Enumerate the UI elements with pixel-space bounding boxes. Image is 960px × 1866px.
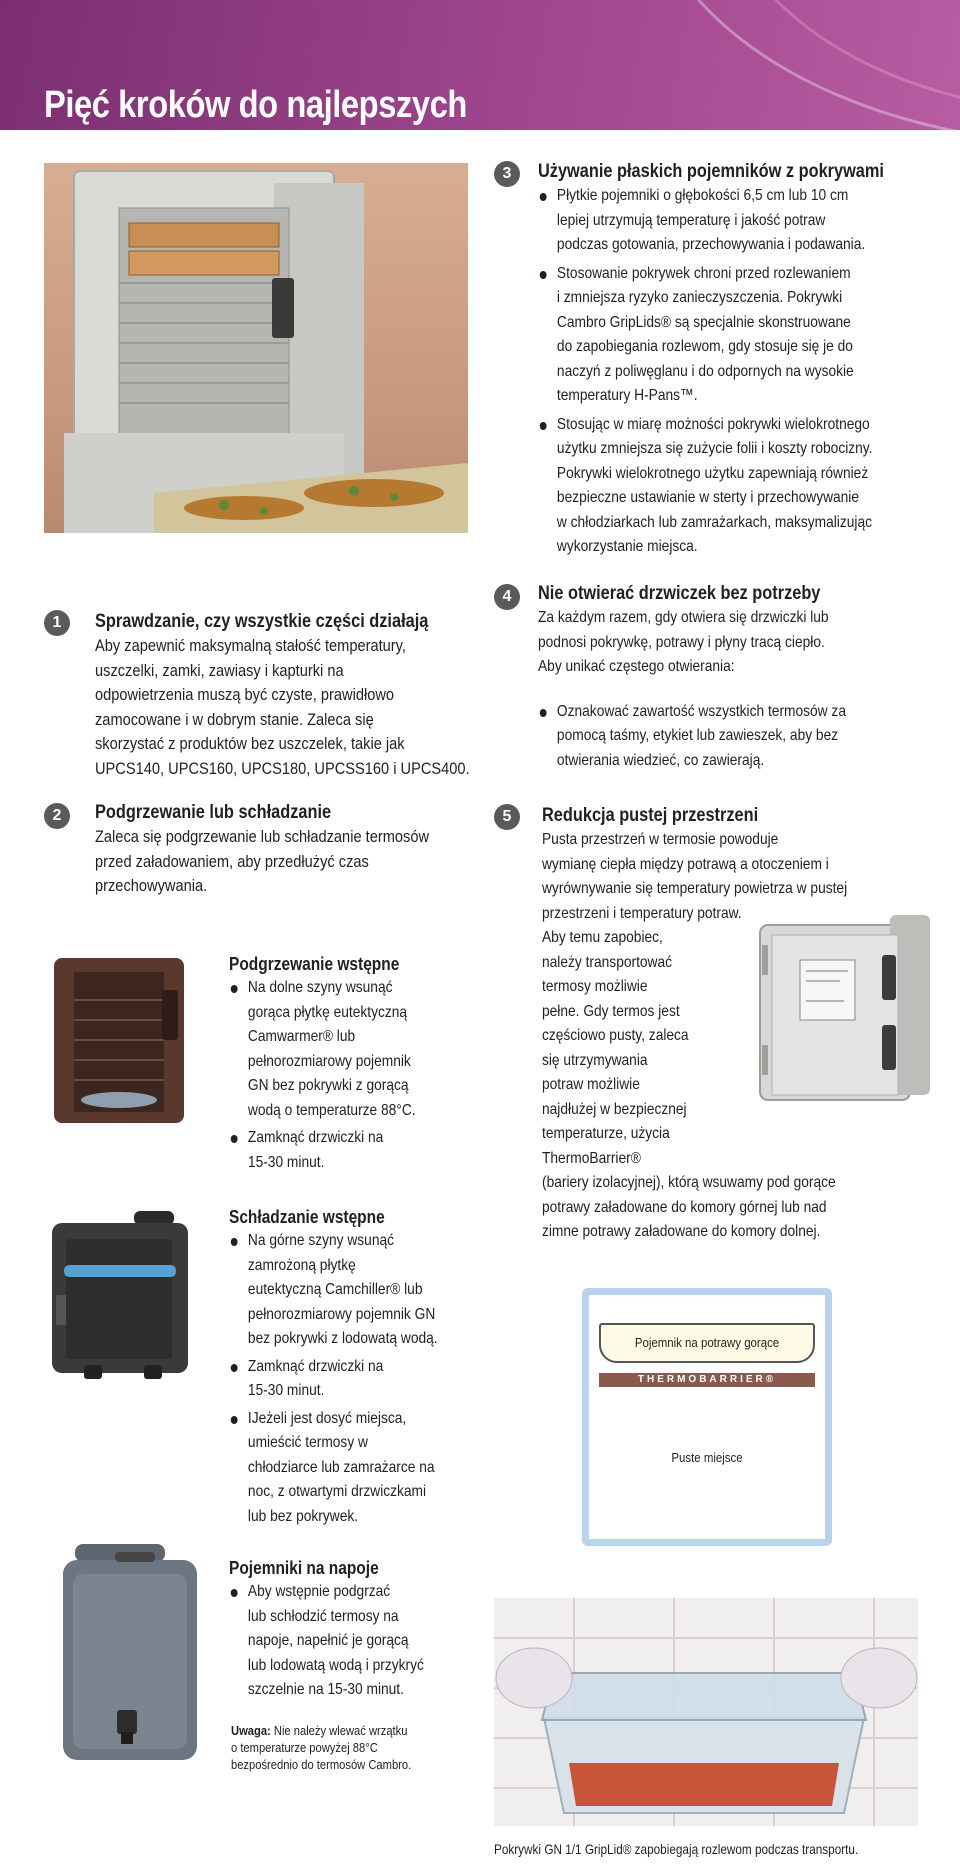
bullet-item [538, 184, 934, 258]
text-line: 15-30 minut. [247, 1382, 325, 1399]
text-line: podnosi pokrywkę, potrawy i płyny tracą ciepło. [538, 633, 825, 651]
text-line: lub bez pokrywek. [247, 1507, 359, 1525]
text-line: potraw możliwie [542, 1076, 640, 1093]
empty-space-label: Puste miejsce [671, 1450, 743, 1465]
note-label: Uwaga: [231, 1723, 271, 1738]
text-line: Zaleca się podgrzewanie lub schładzanie termosów [95, 827, 430, 846]
text-line: użytku zmniejsza się zużycie folii i koszty robocizny. [556, 440, 873, 457]
step-number-badge: 5 [494, 804, 520, 830]
bullet-item [229, 1407, 470, 1530]
text-line: Aby unikać częstego otwierania: [538, 658, 735, 675]
text-line: Zamknąć drzwiczki na [247, 1129, 384, 1146]
text-line: Aby temu zapobiec, [542, 929, 663, 946]
text-line: Stosowanie pokrywek chroni przed rozlewaniem [556, 264, 851, 282]
step-title: Redukcja pustej przestrzeni [542, 805, 759, 826]
text-line: przestrzeni i temperatury potraw. [542, 904, 742, 922]
bullet-item [229, 1580, 470, 1703]
text-line: pełnorozmiarowy pojemnik [247, 1052, 411, 1070]
photo-carrier-brown-art [44, 950, 194, 1130]
section-title: Pojemniki na napoje [229, 1558, 379, 1578]
text-line: noc, z otwartymi drzwiczkami [247, 1483, 427, 1500]
text-line: pełne. Gdy termos jest [542, 1002, 680, 1020]
step-title: Używanie płaskich pojemników z pokrywami [538, 161, 884, 182]
photo-beverage-dispenser [55, 1540, 205, 1765]
text-line: wykorzystanie miejsca. [556, 538, 698, 555]
text-line: szczelnie na 15-30 minut. [247, 1681, 404, 1698]
thermobarrier-bar: THERMOBARRIER® [599, 1373, 815, 1387]
preheat-section [229, 952, 470, 1175]
step-number-badge: 4 [494, 584, 520, 610]
section-title: Schładzanie wstępne [229, 1207, 385, 1227]
precool-section [229, 1205, 470, 1529]
text-line: Płytkie pojemniki o głębokości 6,5 cm lub 10 cm [556, 187, 849, 204]
text-line: Aby zapewnić maksymalną stałość temperatury, [95, 636, 406, 655]
text-line: 15-30 minut. [247, 1153, 325, 1171]
photo-carrier-labeled [740, 905, 940, 1115]
text-line: uszczelki, zamki, zawiasy i kapturki na [95, 660, 344, 680]
text-line: termosy możliwie [542, 978, 648, 995]
step-title: Podgrzewanie lub schładzanie [95, 802, 332, 823]
photo-beverage-dispenser-art [55, 1540, 205, 1765]
photo-griplid-pans-art [494, 1598, 918, 1826]
text-line: umieścić termosy w [247, 1434, 368, 1451]
text-line: GN bez pokrywki z gorącą [247, 1077, 409, 1094]
text-line: do zapobiegania rozlewom, gdy stosuje się je do [556, 338, 853, 355]
bullet-item [229, 1126, 470, 1175]
page-title: Pięć kroków do najlepszych [44, 84, 467, 126]
text-line: Na górne szyny wsunąć [247, 1232, 394, 1249]
photo-caption: Pokrywki GN 1/1 GripLid® zapobiegają rozlewom podczas transportu. [494, 1841, 859, 1857]
text-line: Na dolne szyny wsunąć [247, 979, 393, 996]
text-line: ThermoBarrier® [542, 1149, 641, 1167]
text-line: napoje, napełnić je gorącą [247, 1632, 409, 1649]
bullet-item [229, 1229, 470, 1352]
text-line: lepiej utrzymują temperaturę i jakość potraw [556, 211, 826, 229]
section-title: Podgrzewanie wstępne [229, 954, 400, 974]
text-line: bez pokrywki z lodowatą wodą. [247, 1330, 438, 1347]
text-line: wodą o temperaturze 88°C. [247, 1101, 416, 1119]
text-line: się utrzymywania [542, 1051, 648, 1069]
text-line: potrawy załadowane do komory górnej lub nad [542, 1198, 827, 1216]
step-3 [538, 160, 934, 560]
step-1 [95, 610, 473, 781]
bullet-item [538, 413, 934, 560]
text-line: eutektyczną Camchiller® lub [247, 1281, 423, 1298]
bullet-item [229, 976, 470, 1123]
beverage-section [229, 1556, 470, 1703]
text-line: bezpieczne ustawianie w sterty i przechowywanie [556, 489, 860, 506]
text-line: temperaturze, użycia [542, 1125, 670, 1142]
text-line: bezpośrednio do termosów Cambro. [231, 1757, 412, 1772]
text-line: i zmniejsza ryzyko zanieczyszczenia. Pokrywki [556, 289, 843, 306]
text-line: przed załadowaniem, aby przedłużyć czas [95, 851, 369, 871]
text-line: w chłodziarkach lub zamrażarkach, maksymalizując [556, 513, 872, 531]
text-line: Nie należy wlewać wrzątku [273, 1723, 408, 1738]
text-line: lub lodowatą wodą i przykryć [247, 1656, 424, 1674]
text-line: IJeżeli jest dosyć miejsca, [247, 1409, 407, 1427]
step-number-badge: 3 [494, 161, 520, 187]
photo-carrier-brown [44, 950, 194, 1130]
bullet-item [538, 262, 934, 409]
text-line: o temperaturze powyżej 88°C [231, 1740, 378, 1755]
step-number-badge: 1 [44, 610, 70, 636]
text-line: Camwarmer® lub [247, 1028, 356, 1045]
text-line: Oznakować zawartość wszystkich termosów za [556, 702, 846, 720]
text-line: lub schłodzić termosy na [247, 1607, 399, 1625]
photo-carrier-black-art [44, 1205, 194, 1385]
text-line: częściowo pusty, zaleca [542, 1027, 689, 1044]
note [231, 1722, 420, 1773]
step-2 [95, 801, 473, 899]
text-line: wymianę ciepła między potrawą a otoczeniem i [542, 855, 829, 873]
text-line: przechowywania. [95, 876, 208, 895]
text-line: Stosując w miarę możności pokrywki wielokrotnego [556, 415, 870, 433]
text-line: Pokrywki wielokrotnego użytku zapewniają również [556, 464, 869, 482]
text-line: pełnorozmiarowy pojemnik GN [247, 1305, 436, 1323]
text-line: UPCS140, UPCS160, UPCS180, UPCSS160 i UPCS400. [95, 758, 470, 778]
photo-carrier-black [44, 1205, 194, 1385]
step-number-badge: 2 [44, 803, 70, 829]
text-line: odpowietrzenia muszą być czyste, prawidłowo [95, 685, 395, 704]
text-line: najdłużej w bezpiecznej [542, 1100, 687, 1118]
text-line: Pusta przestrzeń w termosie powoduje [542, 831, 779, 848]
text-line: Cambro GripLids® są specjalnie skonstruowane [556, 313, 851, 331]
photo-griplid-pans [494, 1598, 918, 1826]
text-line: Zamknąć drzwiczki na [247, 1357, 384, 1375]
text-line: naczyń z poliwęglanu i do odpornych na wysokie [556, 362, 854, 380]
bullet-item [229, 1355, 470, 1404]
text-line: Aby wstępnie podgrzać [247, 1583, 391, 1600]
bullet-item [538, 700, 934, 774]
text-line: gorąca płytkę eutektyczną [247, 1003, 408, 1021]
photo-carrier-open [44, 163, 468, 533]
step-title: Nie otwierać drzwiczek bez potrzeby [538, 583, 821, 604]
step-4 [538, 582, 934, 773]
text-line: wyrównywanie się temperatury powietrza w pustej [542, 880, 848, 897]
step-title: Sprawdzanie, czy wszystkie części działają [95, 611, 429, 632]
photo-carrier-open-art [44, 163, 468, 533]
text-line: (bariery izolacyjnej), którą wsuwamy pod gorące [542, 1174, 836, 1191]
text-line: należy transportować [542, 953, 673, 971]
text-line: chłodziarce lub zamrażarce na [247, 1458, 435, 1476]
text-line: podczas gotowania, przechowywania i podawania. [556, 236, 866, 253]
text-line: Za każdym razem, gdy otwiera się drzwiczki lub [538, 609, 829, 626]
thermobarrier-diagram [582, 1288, 832, 1546]
text-line: zamrożoną płytkę [247, 1256, 356, 1274]
text-line: skorzystać z produktów bez uszczelek, takie jak [95, 734, 405, 753]
text-line: otwierania wiedzieć, co zawierają. [556, 751, 765, 769]
text-line: pomocą taśmy, etykiet lub zawieszek, aby bez [556, 727, 839, 744]
hot-pan-label: Pojemnik na potrawy gorące [634, 1335, 780, 1350]
text-line: zimne potrawy załadowane do komory dolnej. [542, 1223, 821, 1240]
photo-carrier-labeled-art [740, 905, 940, 1115]
text-line: temperatury H-Pans™. [556, 387, 698, 404]
text-line: zamocowane i w dobrym stanie. Zaleca się [95, 709, 374, 729]
